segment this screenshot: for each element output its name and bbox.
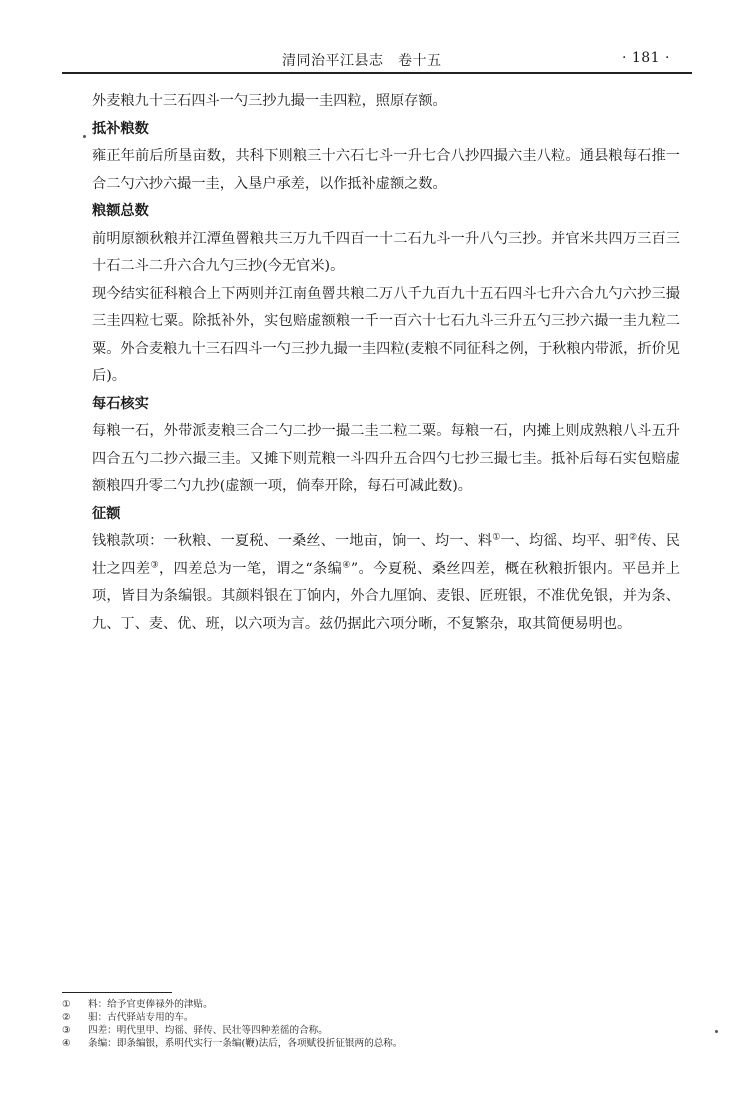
section-heading: 粮额总数 [92,203,149,219]
footnote-text: 料：给予官吏俸禄外的津贴。 [88,999,213,1010]
footnotes [62,998,682,1050]
footnote-mark: ④ [62,1038,71,1049]
text-run: ”。今夏税、桑丝四差，概在秋粮折银内。平邑并上项，皆目为条编银。其颜料银在丁饷内，外合九厘饷、麦银、匠班银，不准优免银，并为条、九、丁、麦、优、班，以六项为言。兹仍据此六项分晰，不复繁杂，取其简便易明也。 [92,560,680,632]
section-heading: 征额 [92,505,121,522]
footnote [62,1037,682,1050]
body-text [92,88,680,638]
footnote-ref[interactable]: ③ [150,559,160,570]
footnote-ref[interactable]: ① [492,532,501,543]
paragraph: 现今结实征科粮合上下两则并江南鱼罾共粮二万八千九百九十五石四斗七升六合九勺六抄三撮三圭四粒七粟。除抵补外，实包赔虚额粮一千一百六十七石九斗三升五勺三抄六撮一圭九粒二粟。外合麦粮九十三石四斗一勺三抄九撮一圭四粒(麦粮不同征科之例，于秋粮内带派，折价见后)。 [92,285,680,384]
footnote-text: 四差：明代里甲、均徭、驿传、民壮等四种差徭的合称。 [88,1025,328,1036]
footnote-text: 条编：即条编银，系明代实行一条编(鞭)法后，各项赋役折征银两的总称。 [88,1038,403,1049]
paragraph: 每粮一石，外带派麦粮三合二勺二抄一撮二圭二粒二粟。每粮一石，内摊上则成熟粮八斗五升四合五勺二抄六撮三圭。又摊下则荒粮一斗四升五合四勺七抄三撮七圭。抵补后每石实包赔虚额粮四升零二勺九抄(虚额一项，倘奉开除，每石可减此数)。 [92,423,680,494]
scan-speck [83,135,86,138]
paragraph: 雍正年前后所垦亩数，共科下则粮三十六石七斗一升七合八抄四撮六圭八粒。通县粮每石推一合二勺六抄六撮一圭，入垦户承差，以作抵补虚额之数。 [92,148,680,192]
running-title: 清同治平江县志 卷十五 [282,53,442,69]
paragraph: 外麦粮九十三石四斗一勺三抄九撮一圭四粒，照原存额。 [92,93,447,109]
page-header [62,50,692,74]
text-run: 一、均徭、均平、驲 [500,533,630,549]
footnote-mark: ③ [62,1025,71,1036]
text-run: ，四差总为一笔，谓之“条编 [159,560,343,577]
footnote-ref[interactable]: ② [629,532,638,543]
text-run: 钱粮款项：一秋粮、一夏税、一桑丝、一地亩，饷一、均一、料 [92,533,493,549]
footnote-ref[interactable]: ④ [342,559,351,570]
footnote-mark: ② [62,1012,71,1023]
scan-speck [715,1030,718,1033]
section-heading: 抵补粮数 [92,120,149,137]
section-heading: 每石核实 [92,395,149,412]
paragraph: 前明原额秋粮并江潭鱼罾粮共三万九千四百一十二石九斗一升八勺三抄。并官米共四万三百三十石二斗二升六合九勺三抄(今无官米)。 [92,230,680,274]
footnote-mark: ① [62,999,71,1010]
footnote-divider [62,992,172,993]
footnote [62,1024,682,1037]
text-run: 传、民壮之四差 [92,533,680,577]
footnote [62,998,682,1011]
paragraph-with-notes [92,528,680,638]
footnote [62,1011,682,1024]
page-number: · 181 · [621,50,670,66]
footnote-text: 驲：古代驿站专用的车。 [88,1012,194,1023]
